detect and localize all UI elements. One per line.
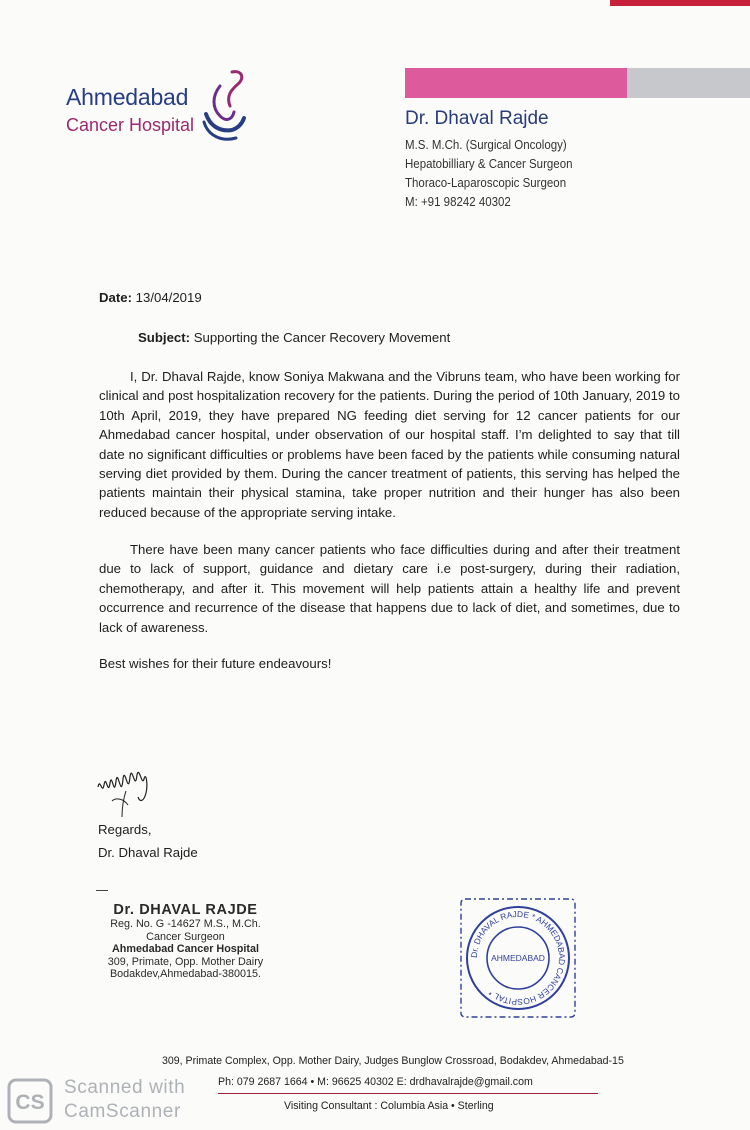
doctor-info [405,108,735,212]
paragraph-2: There have been many cancer patients who face difficulties during and after their treatment due to lack of support, guidance and dietary care i.e post-surgery, during their radiation, chemotherapy, and after it. This movement will help patients attain a healthy life and prevent occurrence and recurrence of the disease that happens due to lack of diet, and sometimes, due to lack of awareness. [99,542,680,635]
footer-address: 309, Primate Complex, Opp. Mother Dairy, Judges Bunglow Crossroad, Bodakdev, Ahmedabad-15 [162,1055,624,1067]
hospital-seal [458,896,578,1020]
camscanner-logo-text: CS [15,1091,45,1114]
stamp-role: Cancer Surgeon [146,930,225,943]
seal-ring-text: Dr. DHAVAL RAJDE * AHMEDABAD CANCER HOSPITAL * [468,908,568,1008]
doctor-name: Dr. Dhaval Rajde [405,108,549,129]
watermark-line1: Scanned with [64,1077,186,1098]
letterhead-pink-bar [405,68,627,98]
subject-label: Subject: [138,330,191,345]
date-label: Date: [99,290,132,305]
ribbon-hands-icon [198,66,248,156]
letter-subject [138,330,450,345]
corner-accent [610,0,750,6]
stamp-address2: Bodakdev,Ahmedabad-380015. [109,968,262,980]
stamp-name: Dr. DHAVAL RAJDE [113,902,258,918]
stamp-hospital: Ahmedabad Cancer Hospital [112,943,259,955]
handwritten-signature [94,757,154,822]
hospital-logo [66,66,266,156]
logo-line2: Cancer Hospital [66,115,195,135]
seal-center-text: AHMEDABAD [491,953,545,963]
letterhead-gray-bar [627,68,750,98]
footer-divider [218,1093,598,1094]
camscanner-logo-icon [7,1078,53,1124]
logo-line1: Ahmedabad [66,84,189,110]
regards: Regards, [98,822,152,837]
letter-date [99,290,202,305]
doctor-mobile: M: +91 98242 40302 [405,195,511,209]
paragraph-1: I, Dr. Dhaval Rajde, know Soniya Makwana and the Vibruns team, who have been working for clinical and post hospitalization recovery for the patients. During the period of 10th January, 2019 to 10th April, 2019, they have prepared NG feeding diet serving for 12 cancer patients for our Ahmedabad cancer hospital, under observation of our hospital staff. I’m delighted to say that till date no significant difficulties or problems have been faced by the patients while consuming natural serving diet provided by them. During the cancer treatment of patients, this serving has helped the patients maintain their physical stamina, take proper nutrition and their hunger has also been reduced because of the appropriate serving intake. [99,369,680,520]
best-wishes: Best wishes for their future endeavours! [99,656,332,671]
qualification-line: Hepatobilliary & Cancer Surgeon [405,157,573,171]
doctor-stamp [98,902,273,981]
stamp-address1: 309, Primate, Opp. Mother Dairy [107,955,264,968]
signatory-name: Dr. Dhaval Rajde [98,845,198,860]
subject-value: Supporting the Cancer Recovery Movement [193,330,451,345]
footer-contact: Ph: 079 2687 1664 • M: 96625 40302 E: drdhavalrajde@gmail.com [218,1076,533,1088]
watermark-line2: CamScanner [64,1101,181,1122]
stamp-reg: Reg. No. G -14627 M.S., M.Ch. [110,918,261,930]
date-value: 13/04/2019 [135,290,202,305]
stamp-mark [96,890,108,891]
qualification-line: M.S. M.Ch. (Surgical Oncology) [405,138,567,152]
qualification-line: Thoraco-Laparoscopic Surgeon [405,176,567,190]
footer-visiting: Visiting Consultant : Columbia Asia • Sterling [284,1100,494,1112]
